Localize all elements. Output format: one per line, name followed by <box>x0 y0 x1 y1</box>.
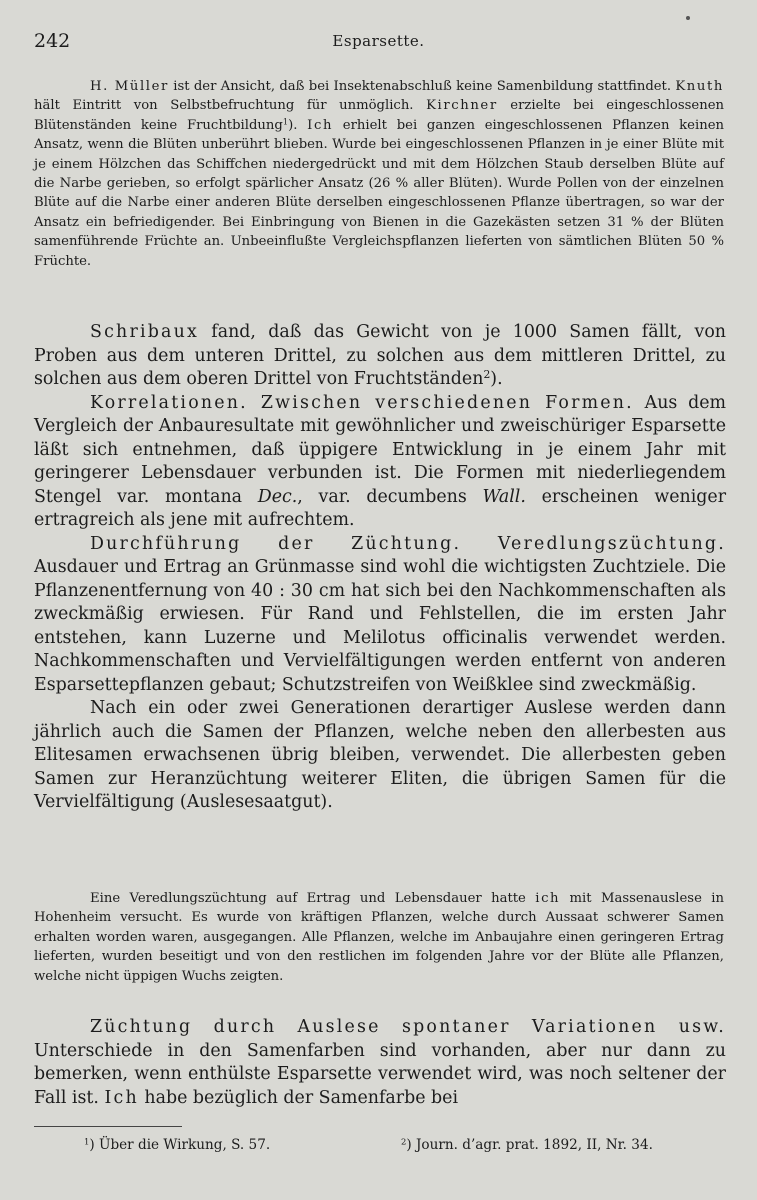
paragraph-durchfuehrung: Durchführung der Züchtung. Veredlungszüchtung. Ausdauer und Ertrag an Grünmasse sind wohl die wichtigsten Zuchtziele. Die Pflanzenentfernung von 40 : 30 cm hat sich bei den Nachkommenschaften als zweckmäßig erwiesen. Für Rand und Fehlstellen, die im ersten Jahr entstehen, kann Luzerne und Melilotus officinalis verwendet werden. Nachkommenschaften und Vervielfältigungen werden entfernt von anderen Esparsettepflanzen gebaut; Schutzstreifen von Weißklee sind zweckmäßig. <box>34 533 726 695</box>
page-header <box>34 30 723 58</box>
paragraph-spontane-variationen: Züchtung durch Auslese spontaner Variationen usw. Unterschiede in den Samenfarben sind vorhanden, aber nur dann zu bemerken, wenn enthülste Esparsette verwendet wird, was noch seltener der Fall ist. Ich habe bezüglich der Samenfarbe bei <box>34 1017 726 1108</box>
author-name: Ich <box>104 1087 139 1108</box>
section-heading: Durchführung der Züchtung. Veredlungszüchtung. <box>90 533 726 554</box>
author-name: H. Müller <box>90 79 169 94</box>
author-name: Schribaux <box>90 322 200 342</box>
footnote-2: $^2$) Journ. d’agr. prat. 1892, II, Nr. 34. <box>401 1136 653 1153</box>
author-name: ich <box>535 891 561 906</box>
paragraph-generationen: Nach ein oder zwei Generationen derartiger Auslese werden dann jährlich auch die Samen der Pflanzen, welche neben den allerbesten aus Elitesamen erwachsenen übrig bleiben, verwendet. Die allerbesten geben Samen zur Heranzüchtung weiterer Eliten, die übrigen Samen für die Vervielfältigung (Auslesesaatgut). <box>34 698 726 812</box>
author-name: Ich <box>307 117 334 133</box>
taxon-author: Wall. <box>482 486 526 507</box>
author-name: Kirchner <box>426 98 498 114</box>
small-print-block-2 <box>34 889 724 986</box>
footnote-1: $^1$) Über die Wirkung, S. 57. <box>84 1136 271 1153</box>
page-number: 242 <box>34 30 71 52</box>
section-heading: Züchtung durch Auslese spontaner Variationen usw. <box>90 1017 726 1037</box>
small-print-block-1 <box>34 77 724 271</box>
section-heading: Korrelationen. Zwischen verschiedenen Formen. <box>90 392 634 413</box>
paragraph-schribaux: Schribaux fand, daß das Gewicht von je 1000 Samen fällt, von Proben aus dem unteren Drittel, zu solchen aus dem mittleren Drittel, zu solchen aus dem oberen Drittel von Fruchtständen$^2$). <box>34 322 726 389</box>
paragraph-korrelationen: Korrelationen. Zwischen verschiedenen Formen. Aus dem Vergleich der Anbauresultate mit gewöhnlicher und zweischüriger Esparsette läßt sich entnehmen, daß üppigere Entwicklung in je einem Jahr mit geringerer Lebensdauer verbunden ist. Die Formen mit niederliegendem Stengel var. montana Dec., var. decumbens Wall. erscheinen weniger ertragreich als jene mit aufrechtem. <box>34 392 727 530</box>
taxon-author: Dec. <box>257 486 298 507</box>
author-name: Knuth <box>675 79 724 94</box>
running-title: Esparsette. <box>332 32 425 50</box>
footnote-ref: 1 <box>282 116 289 127</box>
footnote-rule <box>34 1126 182 1127</box>
body-text-block-2 <box>34 1016 726 1110</box>
print-speck <box>686 16 690 20</box>
paragraph-pollination: H. Müller ist der Ansicht, daß bei Insektenabschluß keine Samenbildung stattfindet. Knuth hält Eintritt von Selbstbefruchtung für unmöglich. Kirchner erzielte bei eingeschlossenen Blütenständen keine Fruchtbildung$^1$). Ich erhielt bei ganzen eingeschlossenen Pflanzen keinen Ansatz, wenn die Blüten unberührt blieben. Wurde bei eingeschlossenen Pflanzen in je einer Blüte mit je einem Hölzchen das Schiffchen niedergedrückt und mit dem Hölzchen Staub derselben Blüte auf die Narbe gerieben, so erfolgt spärlicher Ansatz (26 % aller Blüten). Wurde Pollen von der einzelnen Blüte auf die Narbe einer anderen Blüte derselben eingeschlossenen Pflanze übertragen, so war der Ansatz ein befriedigender. Bei Einbringung von Bienen in die Gazekästen setzen 31 % der Blüten samenführende Früchte an. Unbeeinflußte Vergleichspflanzen lieferten von sämtlichen Blüten 50 % Früchte. <box>34 79 724 269</box>
footnote-ref: 2 <box>483 368 491 382</box>
paragraph-hohenheim: Eine Veredlungszüchtung auf Ertrag und Lebensdauer hatte ich mit Massenauslese in Hohenheim versucht. Es wurde von kräftigen Pflanzen, welche durch Aussaat schwerer Samen erhalten worden waren, ausgegangen. Alle Pflanzen, welche im Anbaujahre einen geringeren Ertrag lieferten, wurden beseitigt und von den restlichen im folgenden Jahre vor der Blüte alle Pflanzen, welche nicht üppigen Wuchs zeigten. <box>34 891 724 984</box>
body-text-block-1 <box>34 321 726 815</box>
